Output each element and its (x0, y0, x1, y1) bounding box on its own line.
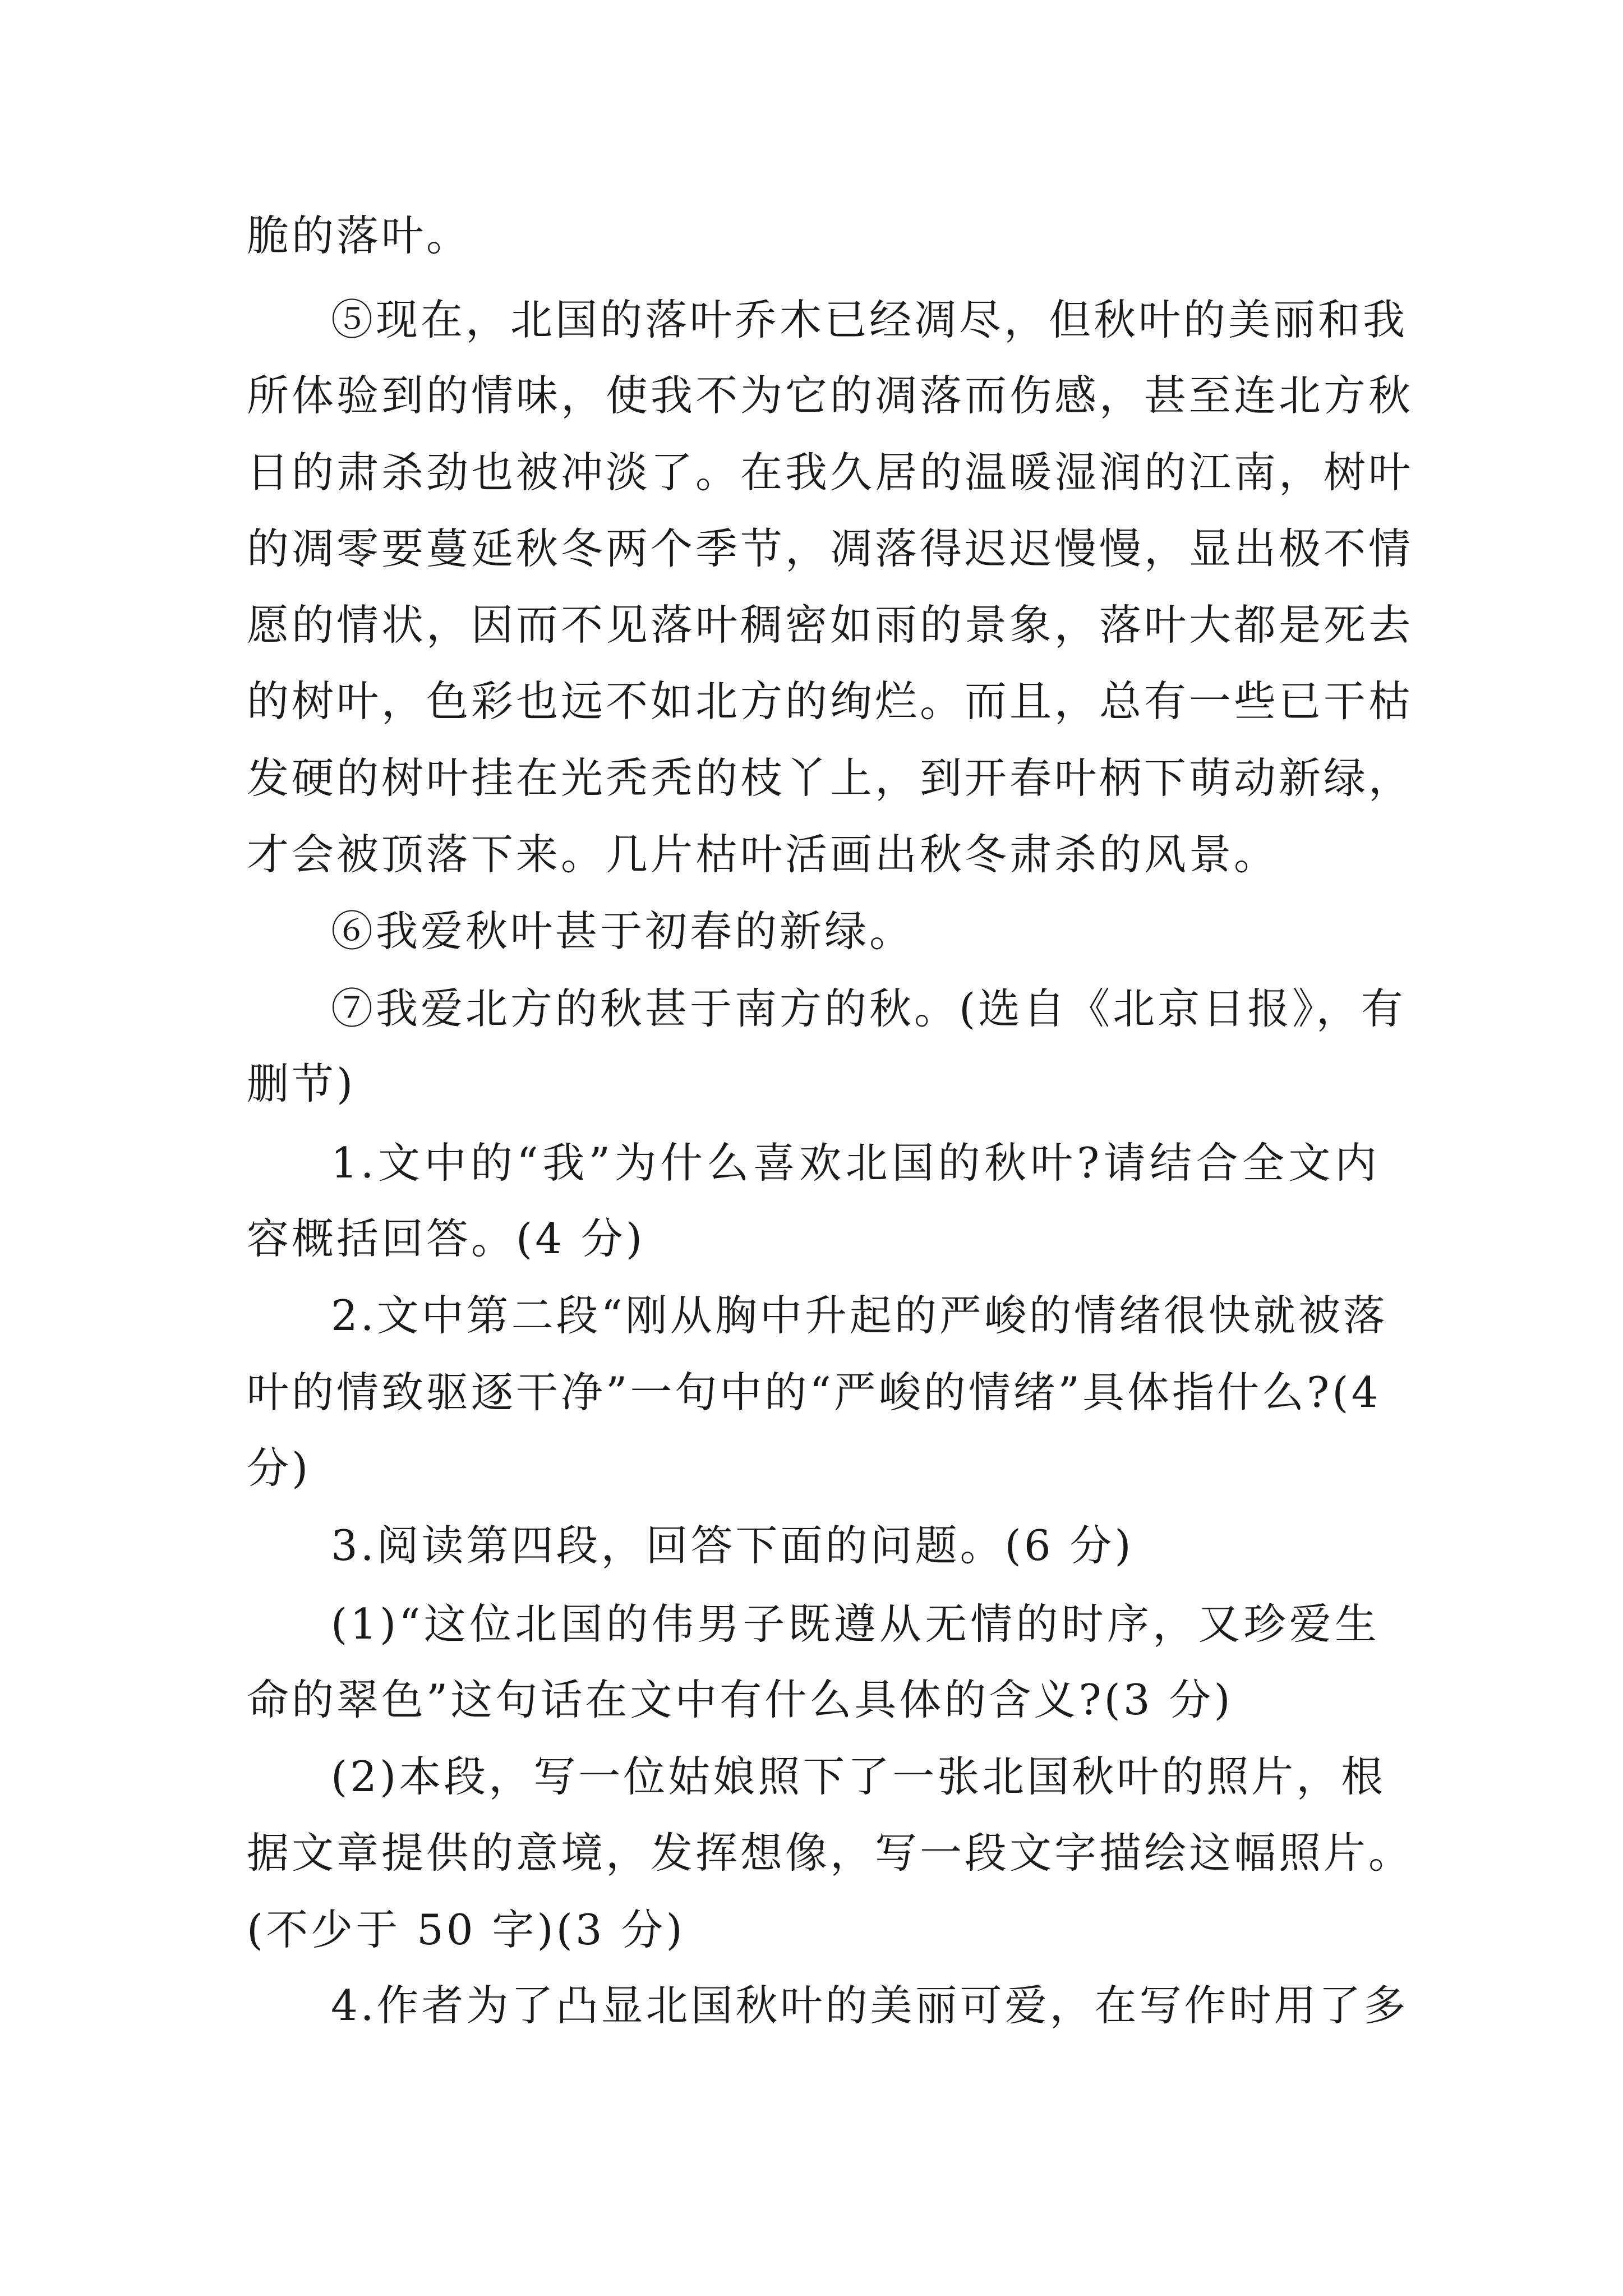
question-3-2-line: (2)本段，写一位姑娘照下了一张北国秋叶的照片，根 (331, 1752, 1386, 1801)
question-2-line: 叶的情致驱逐干净”一句中的“严峻的情绪”具体指什么?(4 (247, 1368, 1381, 1417)
question-3-2-line: 据文章提供的意境，发挥想像，写一段文字描绘这幅照片。 (247, 1828, 1414, 1878)
question-2-line: 分) (247, 1443, 311, 1493)
question-4-line: 4.作者为了凸显北国秋叶的美丽可爱，在写作时用了多 (331, 1981, 1409, 2030)
text-line: ⑦我爱北方的秋甚于南方的秋。(选自《北京日报》，有 (331, 984, 1406, 1033)
text-line: ⑥我爱秋叶甚于初春的新绿。 (331, 907, 915, 956)
text-line: 删节) (247, 1059, 356, 1108)
text-line: 的树叶，色彩也远不如北方的绚烂。而且，总有一些已干枯 (247, 677, 1414, 726)
question-2-line: 2.文中第二段“刚从胸中升起的严峻的情绪很快就被落 (331, 1291, 1388, 1340)
text-line: 的凋零要蔓延秋冬两个季节，凋落得迟迟慢慢，显出极不情 (247, 524, 1414, 573)
text-line: 脆的落叶。 (247, 211, 472, 260)
text-line: 愿的情状，因而不见落叶稠密如雨的景象，落叶大都是死去 (247, 600, 1414, 650)
question-3-1-line: (1)“这位北国的伟男子既遵从无情的时序，又珍爱生 (331, 1599, 1380, 1649)
question-3-line: 3.阅读第四段，回答下面的问题。(6 分) (331, 1521, 1134, 1570)
question-3-1-line: 命的翠色”这句话在文中有什么具体的含义?(3 分) (247, 1675, 1233, 1724)
question-1-line: 1.文中的“我”为什么喜欢北国的秋叶?请结合全文内 (331, 1138, 1380, 1188)
text-line: 日的肃杀劲也被冲淡了。在我久居的温暖湿润的江南，树叶 (247, 448, 1414, 497)
text-line: 所体验到的情味，使我不为它的凋落而伤感，甚至连北方秋 (247, 371, 1414, 420)
question-1-line: 容概括回答。(4 分) (247, 1214, 645, 1263)
text-line: 才会被顶落下来。几片枯叶活画出秋冬肃杀的风景。 (247, 830, 1279, 879)
text-line: ⑤现在，北国的落叶乔木已经凋尽，但秋叶的美丽和我 (331, 295, 1408, 344)
text-line: 发硬的树叶挂在光秃秃的枝丫上，到开春叶柄下萌动新绿， (247, 753, 1414, 803)
question-3-2-line: (不少于 50 字)(3 分) (247, 1905, 685, 1954)
